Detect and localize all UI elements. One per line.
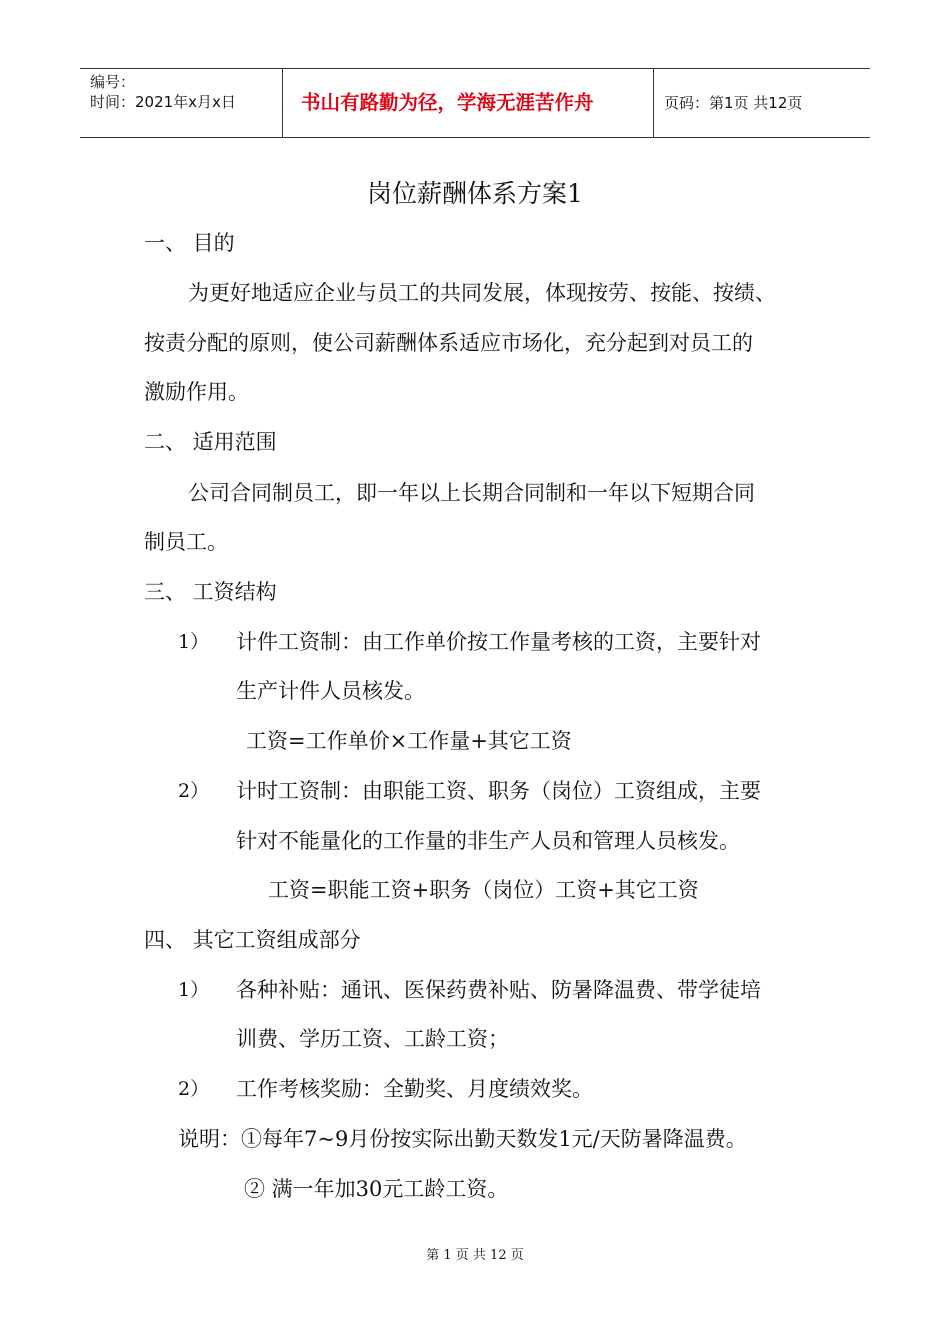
paragraph-line: 激励作用。 bbox=[144, 380, 249, 404]
paragraph-line: 为更好地适应企业与员工的共同发展，体现按劳、按能、按绩、 bbox=[188, 281, 776, 305]
list-item-line: 计时工资制：由职能工资、职务（岗位）工资组成，主要 bbox=[236, 779, 761, 803]
section-heading: 四、 其它工资组成部分 bbox=[144, 928, 361, 952]
section-heading: 二、 适用范围 bbox=[144, 430, 277, 454]
list-item-line: 各种补贴：通讯、医保药费补贴、防暑降温费、带学徒培 bbox=[236, 978, 761, 1002]
header-page-info: 页码：第1页 共12页 bbox=[664, 94, 803, 112]
time-label: 时间：2021年x月x日 bbox=[90, 93, 236, 111]
paragraph-line: 按责分配的原则，使公司薪酬体系适应市场化，充分起到对员工的 bbox=[144, 331, 753, 355]
list-item-line: 针对不能量化的工作量的非生产人员和管理人员核发。 bbox=[236, 829, 740, 853]
document-title: 岗位薪酬体系方案1 bbox=[367, 179, 583, 208]
list-number: 2） bbox=[178, 780, 210, 802]
list-number: 1） bbox=[178, 979, 210, 1001]
formula-line: 工资=职能工资+职务（岗位）工资+其它工资 bbox=[268, 878, 699, 902]
note-line: 说明：①每年7~9月份按实际出勤天数发1元/天防暑降温费。 bbox=[178, 1127, 747, 1151]
list-item-line: 工作考核奖励：全勤奖、月度绩效奖。 bbox=[236, 1077, 593, 1101]
header-meta bbox=[80, 69, 282, 137]
header-motto: 书山有路勤为径，学海无涯苦作舟 bbox=[282, 69, 654, 137]
list-number: 2） bbox=[178, 1078, 210, 1100]
section-heading: 三、 工资结构 bbox=[144, 580, 277, 604]
formula-line: 工资=工作单价×工作量+其它工资 bbox=[246, 729, 572, 753]
list-item-line: 生产计件人员核发。 bbox=[236, 679, 425, 703]
number-label: 编号： bbox=[90, 73, 136, 91]
list-number: 1） bbox=[178, 631, 210, 653]
paragraph-line: 公司合同制员工，即一年以上长期合同制和一年以下短期合同 bbox=[188, 481, 755, 505]
paragraph-line: 制员工。 bbox=[144, 530, 228, 554]
list-item-line: 计件工资制：由工作单价按工作量考核的工资，主要针对 bbox=[236, 630, 761, 654]
list-item-line: 训费、学历工资、工龄工资； bbox=[236, 1027, 509, 1051]
document-header bbox=[80, 68, 870, 138]
note-line: ② 满一年加30元工龄工资。 bbox=[244, 1177, 509, 1201]
section-heading: 一、 目的 bbox=[144, 231, 235, 255]
page-footer: 第 1 页 共 12 页 bbox=[426, 1248, 524, 1263]
